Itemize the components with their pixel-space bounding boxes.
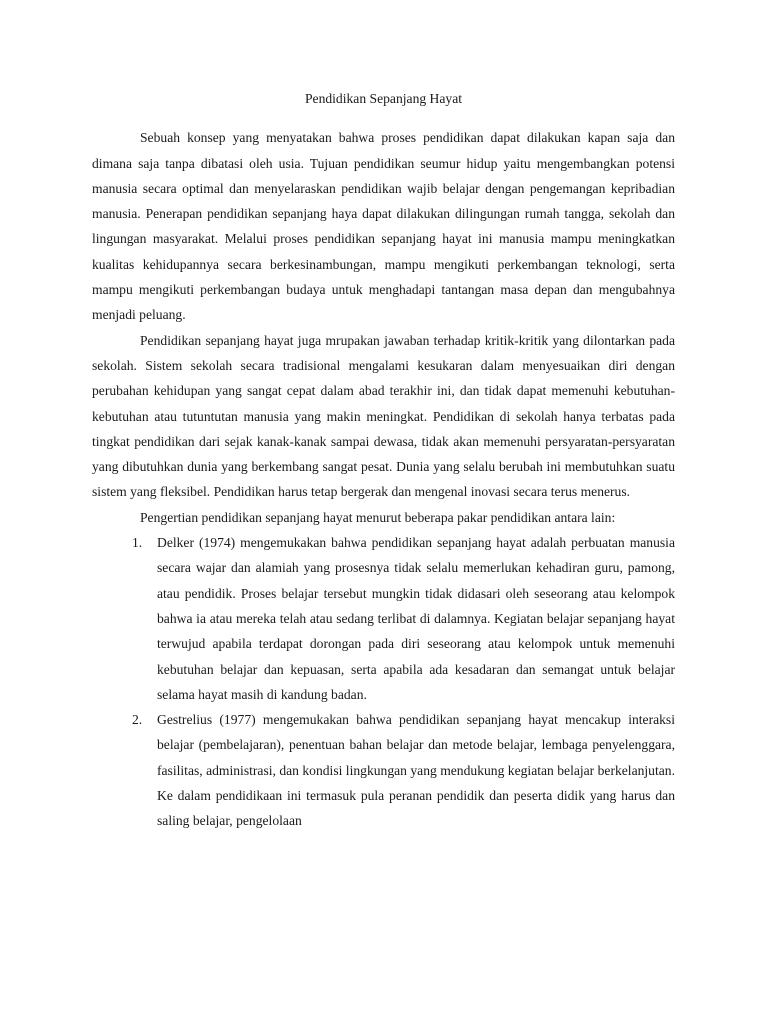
- paragraph-1: Sebuah konsep yang menyatakan bahwa proses pendidikan dapat dilakukan kapan saja dan dimana saja tanpa dibatasi oleh usia. Tujuan pendidikan seumur hidup yaitu mengembangkan potensi manusia secara optimal dan menyelaraskan pendidikan wajib belajar dengan pengemangan kepribadian manusia. Penerapan pendidikan sepanjang haya dapat dilakukan dilingungan rumah tangga, sekolah dan lingungan masyarakat. Melalui proses pendidikan sepanjang hayat ini manusia mampu meningkatkan kualitas kehidupannya secara berkesinambungan, mampu mengikuti perkembangan teknologi, serta mampu mengikuti perkembangan budaya untuk menghadapi tantangan masa depan dan mengubahnya menjadi peluang.: [92, 130, 675, 323]
- expert-list: [92, 530, 675, 834]
- list-item: [92, 707, 675, 833]
- list-item: [92, 530, 675, 707]
- list-item-text: Gestrelius (1977) mengemukakan bahwa pendidikan sepanjang hayat mencakup interaksi belajar (pembelajaran), penentuan bahan belajar dan metode belajar, lembaga penyelenggara, fasilitas, administrasi, dan kondisi lingkungan yang mendukung kegiatan belajar berkelanjutan. Ke dalam pendidikaan ini termasuk pula peranan pendidik dan peserta didik yang harus dan saling belajar, pengelolaan: [157, 712, 675, 829]
- document-title: Pendidikan Sepanjang Hayat: [304, 91, 463, 106]
- list-item-text: Delker (1974) mengemukakan bahwa pendidikan sepanjang hayat adalah perbuatan manusia secara wajar dan alamiah yang prosesnya tidak selalu memerlukan kehadiran guru, pamong, atau pendidik. Proses belajar tersebut mungkin tidak didasari oleh seseorang atau kelompok bahwa ia atau mereka telah atau sedang terlibat di dalamnya. Kegiatan belajar sepanjang hayat terwujud apabila terdapat dorongan pada diri seseorang atau kelompok untuk memenuhi kebutuhan belajar dan kepuasan, serta apabila ada kesadaran dan semangat untuk belajar selama hayat masih di kandung badan.: [157, 535, 675, 702]
- list-item-number: 2.: [132, 712, 143, 728]
- paragraph-2: Pendidikan sepanjang hayat juga mrupakan jawaban terhadap kritik-kritik yang dilontarkan pada sekolah. Sistem sekolah secara tradisional mengalami kesukaran dalam menyesuaikan diri dengan perubahan kehidupan yang sangat cepat dalam abad terakhir ini, dan tidak dapat memenuhi kebutuhan-kebutuhan atau tutuntutan manusia yang makin meningkat. Pendidikan di sekolah hanya terbatas pada tingkat pendidikan dari sejak kanak-kanak sampai dewasa, tidak akan memenuhi persyaratan-persyaratan yang dibutuhkan dunia yang berkembang sangat pesat. Dunia yang selalu berubah ini membutuhkan suatu sistem yang fleksibel. Pendidikan harus tetap bergerak dan mengenal inovasi secara terus menerus.: [92, 332, 675, 500]
- document-page: [92, 86, 675, 834]
- list-item-number: 1.: [132, 535, 143, 551]
- paragraph-3: Pengertian pendidikan sepanjang hayat menurut beberapa pakar pendidikan antara lain:: [140, 509, 616, 525]
